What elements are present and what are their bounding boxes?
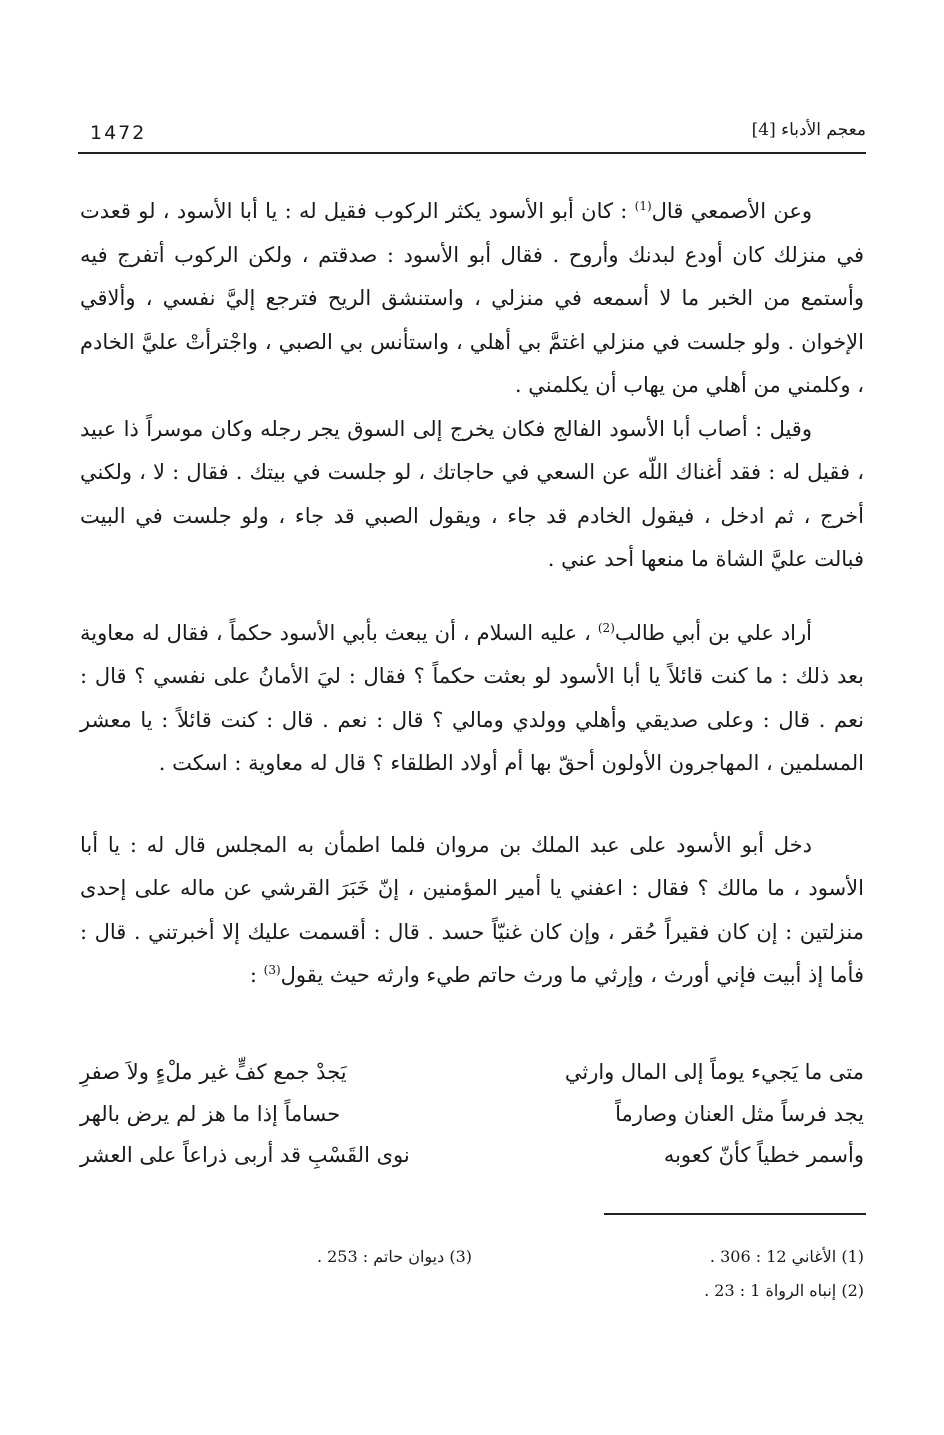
footnote-divider [604,1213,866,1215]
poem-verse [80,1094,864,1136]
main-text [80,190,864,998]
poem [80,1052,864,1177]
footnote: (1) الأغاني 12 : 306 . [709,1247,864,1266]
footnote-ref: (2) [597,620,615,635]
footnotes [80,1240,864,1308]
verse-first-hemistich: يجد فرساً مثل العنان وصارماً [615,1101,864,1126]
verse-second-hemistich: يَجدْ جمع كفٍّ غير ملْءٍ ولاَ صفرِ [80,1060,347,1084]
paragraph: أراد علي بن أبي طالب$^{(2)}$ ، عليه السلام ، أن يبعث بأبي الأسود حكماً ، فقال له معاوية بعد ذلك : ما كنت قائلاً يا أبا الأسود لو بعثت حكماً ؟ فقال : ليَ الأمانُ على نفسي ؟ قال : نعم . قال : وعلى صديقي وأهلي وولدي ومالي ؟ قال : نعم . قال : كنت قائلاً : يا معشر المسلمين ، المهاجرون الأولون أحقّ بها أم أولاد الطلقاء ؟ قال له معاوية : اسكت . [80,620,864,775]
page-number: 1472 [90,122,147,144]
poem-verse [80,1135,864,1177]
poem-verse [80,1052,864,1094]
running-title: معجم الأدباء [4] [751,120,866,140]
verse-first-hemistich: متى ما يَجيء يوماً إلى المال وارثي [564,1060,864,1084]
page-header [78,118,866,154]
verse-first-hemistich: وأسمر خطياً كأنّ كعوبه [663,1143,864,1167]
verse-second-hemistich: حساماً إذا ما هز لم يرض بالهر [80,1101,341,1126]
footnote: (3) ديوان حاتم : 253 . [316,1247,472,1266]
footnote: (2) إنباه الرواة 1 : 23 . [704,1281,864,1300]
paragraph: وعن الأصمعي قال$^{(1)}$ : كان أبو الأسود يكثر الركوب فقيل له : يا أبا الأسود ، لو قعدت في منزلك كان أودع لبدنك وأروح . فقال أبو الأسود : صدقتم ، ولكن الركوب أتفرج فيه وأستمع من الخبر ما لا أسمعه في منزلي ، واستنشق الريح فترجع إليَّ نفسي ، وألاقي الإخوان . ولو جلست في منزلي اغتمَّ بي أهلي ، واستأنس بي الصبي ، واجْترأتْ عليَّ الخادم ، وكلمني من أهلي من يهاب أن يكلمني . [80,199,864,397]
footnote-ref: (3) [263,963,281,977]
paragraph: دخل أبو الأسود على عبد الملك بن مروان فلما اطمأن به المجلس قال له : يا أبا الأسود ، ما مالك ؟ فقال : اعفني يا أمير المؤمنين ، إنّ خَبَرَ القرشي عن ماله على إحدى منزلتين : إن كان فقيراً حُقر ، وإن كان غنيّاً حسد . قال : أقسمت عليك إلا أخبرتني . قال : فأما إذ أبيت فإني أورث ، وإرثي ما ورث حاتم طيء وارثه حيث يقول$^{(3)}$ : [80,832,864,987]
verse-second-hemistich: نوى القَسْبِ قد أربى ذراعاً على العشر [80,1143,410,1167]
footnote-ref: (1) [634,199,652,213]
paragraph: وقيل : أصاب أبا الأسود الفالج فكان يخرج إلى السوق يجر رجله وكان موسراً ذا عبيد ، فقيل له : فقد أغناك اللّه عن السعي في حاجاتك ، لو جلست في بيتك . فقال : لا ، ولكني أخرج ، ثم ادخل ، فيقول الخادم قد جاء ، ويقول الصبي قد جاء ، ولو جلست في البيت فبالت عليَّ الشاة ما منعها أحد عني . [80,416,864,571]
